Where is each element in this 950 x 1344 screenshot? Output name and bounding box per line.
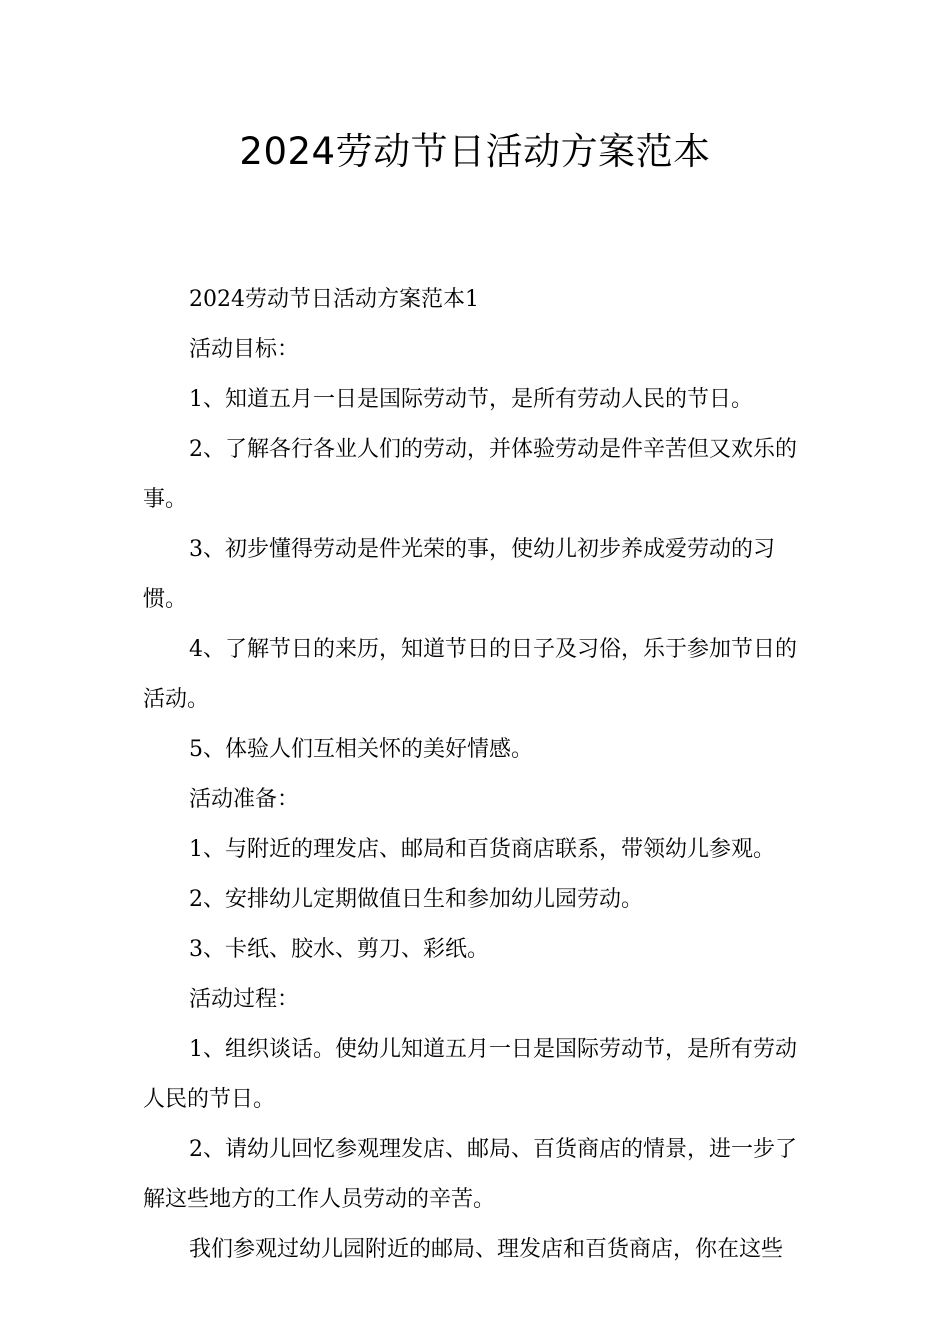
paragraph-prep-3: 3、卡纸、胶水、剪刀、彩纸。 — [189, 937, 489, 962]
paragraph-prep-1: 1、与附近的理发店、邮局和百货商店联系，带领幼儿参观。 — [189, 837, 775, 862]
document-body — [143, 275, 815, 1275]
paragraph-goal-4: 4、了解节日的来历，知道节日的日子及习俗，乐于参加节日的活动。 — [143, 637, 797, 712]
paragraph-process-2: 2、请幼儿回忆参观理发店、邮局、百货商店的情景，进一步了解这些地方的工作人员劳动的辛苦。 — [143, 1137, 797, 1212]
paragraph-process-heading: 活动过程： — [189, 987, 300, 1012]
paragraph-goal-5: 5、体验人们互相关怀的美好情感。 — [189, 737, 533, 762]
paragraph-prep-heading: 活动准备： — [189, 787, 300, 812]
paragraph-prep-2: 2、安排幼儿定期做值日生和参加幼儿园劳动。 — [189, 887, 643, 912]
paragraph-goals-heading: 活动目标： — [189, 337, 300, 362]
document-title: 2024劳动节日活动方案范本 — [239, 130, 711, 173]
paragraph-goal-3: 3、初步懂得劳动是件光荣的事，使幼儿初步养成爱劳动的习惯。 — [143, 537, 775, 612]
paragraph-goal-1: 1、知道五月一日是国际劳动节，是所有劳动人民的节日。 — [189, 387, 753, 412]
paragraph-goal-2: 2、了解各行各业人们的劳动，并体验劳动是件辛苦但又欢乐的事。 — [143, 437, 797, 512]
paragraph-process-3: 我们参观过幼儿园附近的邮局、理发店和百货商店，你在这些 — [189, 1237, 784, 1262]
paragraph-subtitle: 2024劳动节日活动方案范本1 — [189, 287, 479, 312]
paragraph-process-1: 1、组织谈话。使幼儿知道五月一日是国际劳动节，是所有劳动人民的节日。 — [143, 1037, 797, 1112]
